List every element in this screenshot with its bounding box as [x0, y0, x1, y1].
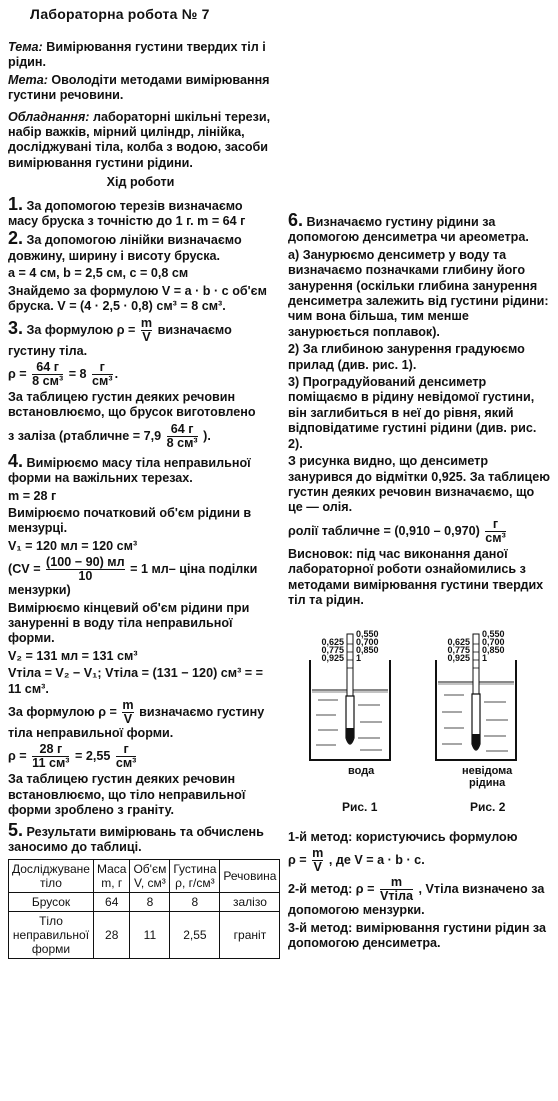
methods-block [288, 830, 550, 954]
table-header: Речовина [220, 860, 280, 893]
step-6-2: 2) За глибиною занурення градуюємо прилад (див. рис. 1). [288, 342, 525, 372]
method-3: 3-й метод: вимірювання густини рідин за допомогою денсиметра. [288, 920, 547, 951]
price-lhs: (CV = [8, 561, 41, 576]
method-1-tail: , де V = a · b · c. [328, 853, 425, 868]
calc-fraction-1 [32, 743, 69, 770]
step-3-calc: ρ = $\frac{64 г}{\text{8 см³}}$ = 8 $\frac{г}{\text{см³}}$ . [8, 359, 119, 388]
fraction-denominator: Vтіла [379, 889, 414, 904]
figure-1-label: вода [348, 765, 375, 777]
fraction-denominator: 11 см³ [32, 756, 70, 771]
step-6-number: 6. [288, 210, 304, 230]
material-tail: ). [203, 428, 211, 443]
figure-2-scale-right [482, 630, 505, 662]
step-4-final: Вимірюємо кінцевий об'єм рідини при зануренні в воду тіла неправильної форми. [8, 600, 250, 646]
left-column [8, 40, 277, 959]
oil-fraction [485, 518, 506, 545]
fraction-denominator: V [313, 860, 322, 875]
calc-fraction-1 [32, 361, 63, 388]
method-2 [288, 876, 550, 918]
step-2 [8, 228, 273, 264]
table-cell: Тіло неправильної форми [9, 912, 94, 959]
step-4-conclusion: За таблицею густин деяких речовин встановлюємо, що тіло неправильної форми зроблено з граніту. [8, 772, 246, 818]
figure-2-label-line-2: рідина [468, 777, 506, 789]
figure-2-scale-left [436, 638, 470, 662]
step-3-formula-lhs: За формулою ρ = [26, 322, 136, 337]
scale-label: 0,925 [321, 653, 344, 663]
method-1-fraction [312, 847, 323, 874]
figure-1-caption: Рис. 1 [342, 800, 378, 814]
conclusion: Висновок: під час виконання даної лабораторної роботи ознайомились з методами вимірювання густини твердих тіл та рідин. [288, 546, 544, 607]
scale-label: 0,850 [482, 645, 505, 655]
step-3 [8, 317, 273, 359]
meta-text: Оволодіти методами вимірювання густини речовини. [8, 72, 270, 103]
step-4-vbody: Vтіла = V₂ − V₁; Vтіла = (131 − 120) см³ = = 11 см³. [8, 666, 263, 696]
fraction-denominator: см³ [485, 530, 506, 545]
table-cell: 11 [130, 912, 170, 959]
scale-label: 0,775 [447, 645, 470, 655]
step-4-price [8, 556, 273, 598]
scale-label: 0,550 [356, 629, 379, 639]
results-table [8, 859, 280, 959]
tema-label: Тема: [8, 40, 43, 54]
step-3-conclusion: За таблицею густин деяких речовин встановлюємо, що брусок виготовлено [8, 389, 256, 420]
densimeter-figures [288, 630, 550, 770]
fraction-numerator: г [99, 359, 105, 374]
method-1-lhs: ρ = [288, 853, 307, 868]
fraction-numerator: г [492, 516, 499, 531]
step-2-volume: Знайдемо за формулою V = a · b · c об'єм бруска. V = (4 · 2,5 · 0,8) см³ = 8 см³. [8, 283, 267, 314]
calc-fraction-2 [116, 743, 137, 770]
step-5-number: 5. [8, 819, 24, 840]
calc-mid: = 8 [68, 366, 87, 381]
step-2-dimensions: a = 4 см, b = 2,5 см, c = 0,8 см [8, 266, 189, 281]
table-cell: 2,55 [170, 912, 220, 959]
fraction-numerator: 64 г [170, 421, 194, 436]
step-4-formula [8, 699, 273, 741]
scale-label: 0,625 [447, 637, 470, 647]
scale-label: 0,925 [447, 653, 470, 663]
table-cell: залізо [220, 893, 280, 912]
obl-text: лабораторні шкільні терези, набір важків, мірний циліндр, лінійка, досліджувані тіла, колба з водою, засоби вимірювання густини рідини. [8, 109, 271, 170]
step-4-initial: Вимірюємо початковий об'єм рідини в мензурці. [8, 505, 252, 536]
table-header-row [9, 860, 280, 893]
hid-heading: Хід роботи [106, 175, 175, 190]
method-2-fraction [380, 876, 413, 903]
price-fraction [46, 556, 125, 583]
step-3-formula-tail: визначаємо густину тіла. [8, 322, 232, 358]
obl-label: Обладнання: [8, 109, 90, 124]
fraction-denominator: V [142, 329, 151, 344]
step-3-number: 3. [8, 317, 24, 338]
figure-1-scale-right [356, 630, 379, 662]
scale-label: 0,550 [482, 629, 505, 639]
table-cell: 28 [93, 912, 129, 959]
step-2-text: За допомогою лінійки визначаємо довжину, ширину і висоту бруска. [8, 233, 242, 263]
step-6-oil [288, 518, 550, 545]
fraction-numerator: 28 г [39, 742, 63, 757]
formula-tail: визначаємо густину тіла неправильної форми. [8, 704, 265, 740]
fraction-denominator: 10 [46, 569, 125, 583]
step-4-number: 4. [8, 450, 24, 471]
scale-label: 0,700 [356, 637, 379, 647]
method-2-lhs: 2-й метод: ρ = [288, 882, 375, 897]
figure-2-label [462, 765, 512, 789]
table-cell: Брусок [9, 893, 94, 912]
step-1-number: 1. [8, 193, 24, 214]
scale-label: 1 [356, 653, 362, 663]
fraction-denominator: см³ [115, 756, 137, 771]
figure-2-caption: Рис. 2 [470, 800, 506, 814]
fraction-denominator: см³ [92, 373, 113, 388]
scale-label: 0,775 [321, 645, 344, 655]
fraction-numerator: (100 − 90) мл [46, 555, 125, 570]
tema-text: Вимірювання густини твердих тіл і рідин. [8, 40, 266, 70]
fraction-numerator: m [122, 698, 134, 712]
fraction-denominator: V [123, 712, 133, 726]
method-1-formula [288, 847, 550, 874]
step-4-v1: V₁ = 120 мл = 120 см³ [8, 538, 138, 553]
fraction-numerator: m [140, 315, 153, 330]
step-1-text: За допомогою терезів визначаємо масу бруска з точністю до 1 г. m = 64 г [8, 198, 246, 229]
formula-fraction [122, 699, 133, 726]
material-fraction [167, 423, 198, 450]
method-1: 1-й метод: користуючись формулою [288, 830, 518, 844]
formula-lhs: За формулою ρ = [8, 704, 117, 719]
step-6-3: 3) Проградуйований денсиметр поміщаємо в рідину невідомої густини, він заглибиться в неї до рівня, який відповідатиме густині рідини (див. рис. 2). [288, 375, 537, 451]
calc-lhs: ρ = [8, 366, 27, 381]
step-2-number: 2. [8, 228, 24, 249]
calc-fraction-2 [92, 361, 113, 388]
step-4-mass: m = 28 г [8, 488, 57, 503]
meta-paragraph [8, 73, 273, 104]
oil-lhs: ρолії табличне = (0,910 – 0,970) [288, 523, 480, 538]
fraction-numerator: 64 г [36, 359, 60, 374]
table-row [9, 893, 280, 912]
fraction-numerator: m [390, 875, 403, 890]
step-4 [8, 450, 273, 487]
step-6-text: Визначаємо густину рідини за допомогою денсиметра чи ареометра. [288, 215, 529, 245]
scale-label: 0,625 [321, 637, 344, 647]
table-header: Маса m, г [93, 860, 129, 893]
step-3-fraction [141, 317, 152, 344]
figure-1-scale-left [310, 638, 344, 662]
table-cell: 8 [130, 893, 170, 912]
calc-mid: = 2,55 [74, 749, 111, 764]
right-column [288, 210, 550, 610]
obl-paragraph [8, 110, 273, 172]
calc-lhs: ρ = [8, 749, 27, 764]
scale-label: 0,700 [482, 637, 505, 647]
tema-paragraph [8, 40, 273, 71]
step-1 [8, 193, 273, 230]
step-4-v2: V₂ = 131 мл = 131 см³ [8, 648, 138, 663]
fraction-numerator: m [312, 846, 324, 861]
table-header: Об'єм V, см³ [130, 860, 170, 893]
fraction-numerator: г [123, 742, 129, 757]
fraction-denominator: 8 см³ [32, 373, 64, 388]
table-header: Досліджуване тіло [9, 860, 94, 893]
step-3-material [8, 423, 273, 450]
step-5 [8, 819, 273, 856]
price-tail: = 1 мл– ціна поділки мензурки) [8, 561, 258, 598]
table-header: Густина ρ, г/см³ [170, 860, 220, 893]
table-cell: 8 [170, 893, 220, 912]
meta-label: Мета: [8, 72, 48, 87]
table-row [9, 912, 280, 959]
step-6-a: а) Занурюємо денсиметр у воду та визначаємо позначками глибину його занурення (оскільки глибина занурення денсиметра залежить від густини рідини: чим вона більша, тим менше занурюється поплавок). [288, 247, 549, 339]
step-5-text: Результати вимірювань та обчислень заносимо до таблиці. [8, 824, 264, 855]
scale-label: 0,850 [356, 645, 379, 655]
table-cell: 64 [93, 893, 129, 912]
page-title: Лабораторна робота № 7 [30, 6, 210, 22]
step-6-observe: З рисунка видно, що денсиметр занурився до відмітки 0,925. За таблицею густин деяких речовин визначаємо, що це — олія. [288, 454, 550, 515]
method-2-tail: , Vтіла визначено за допомогою мензурки. [288, 882, 545, 918]
step-4-text: Вимірюємо масу тіла неправильної форми на важільних терезах. [8, 455, 251, 486]
scale-label: 1 [482, 653, 488, 663]
table-cell: граніт [220, 912, 280, 959]
figure-2-label-line-1: невідома [462, 765, 513, 777]
material-lhs: з заліза (ρтабличне = 7,9 [8, 428, 162, 443]
step-4-calc [8, 743, 273, 770]
fraction-denominator: 8 см³ [166, 435, 198, 450]
step-6 [288, 210, 550, 246]
